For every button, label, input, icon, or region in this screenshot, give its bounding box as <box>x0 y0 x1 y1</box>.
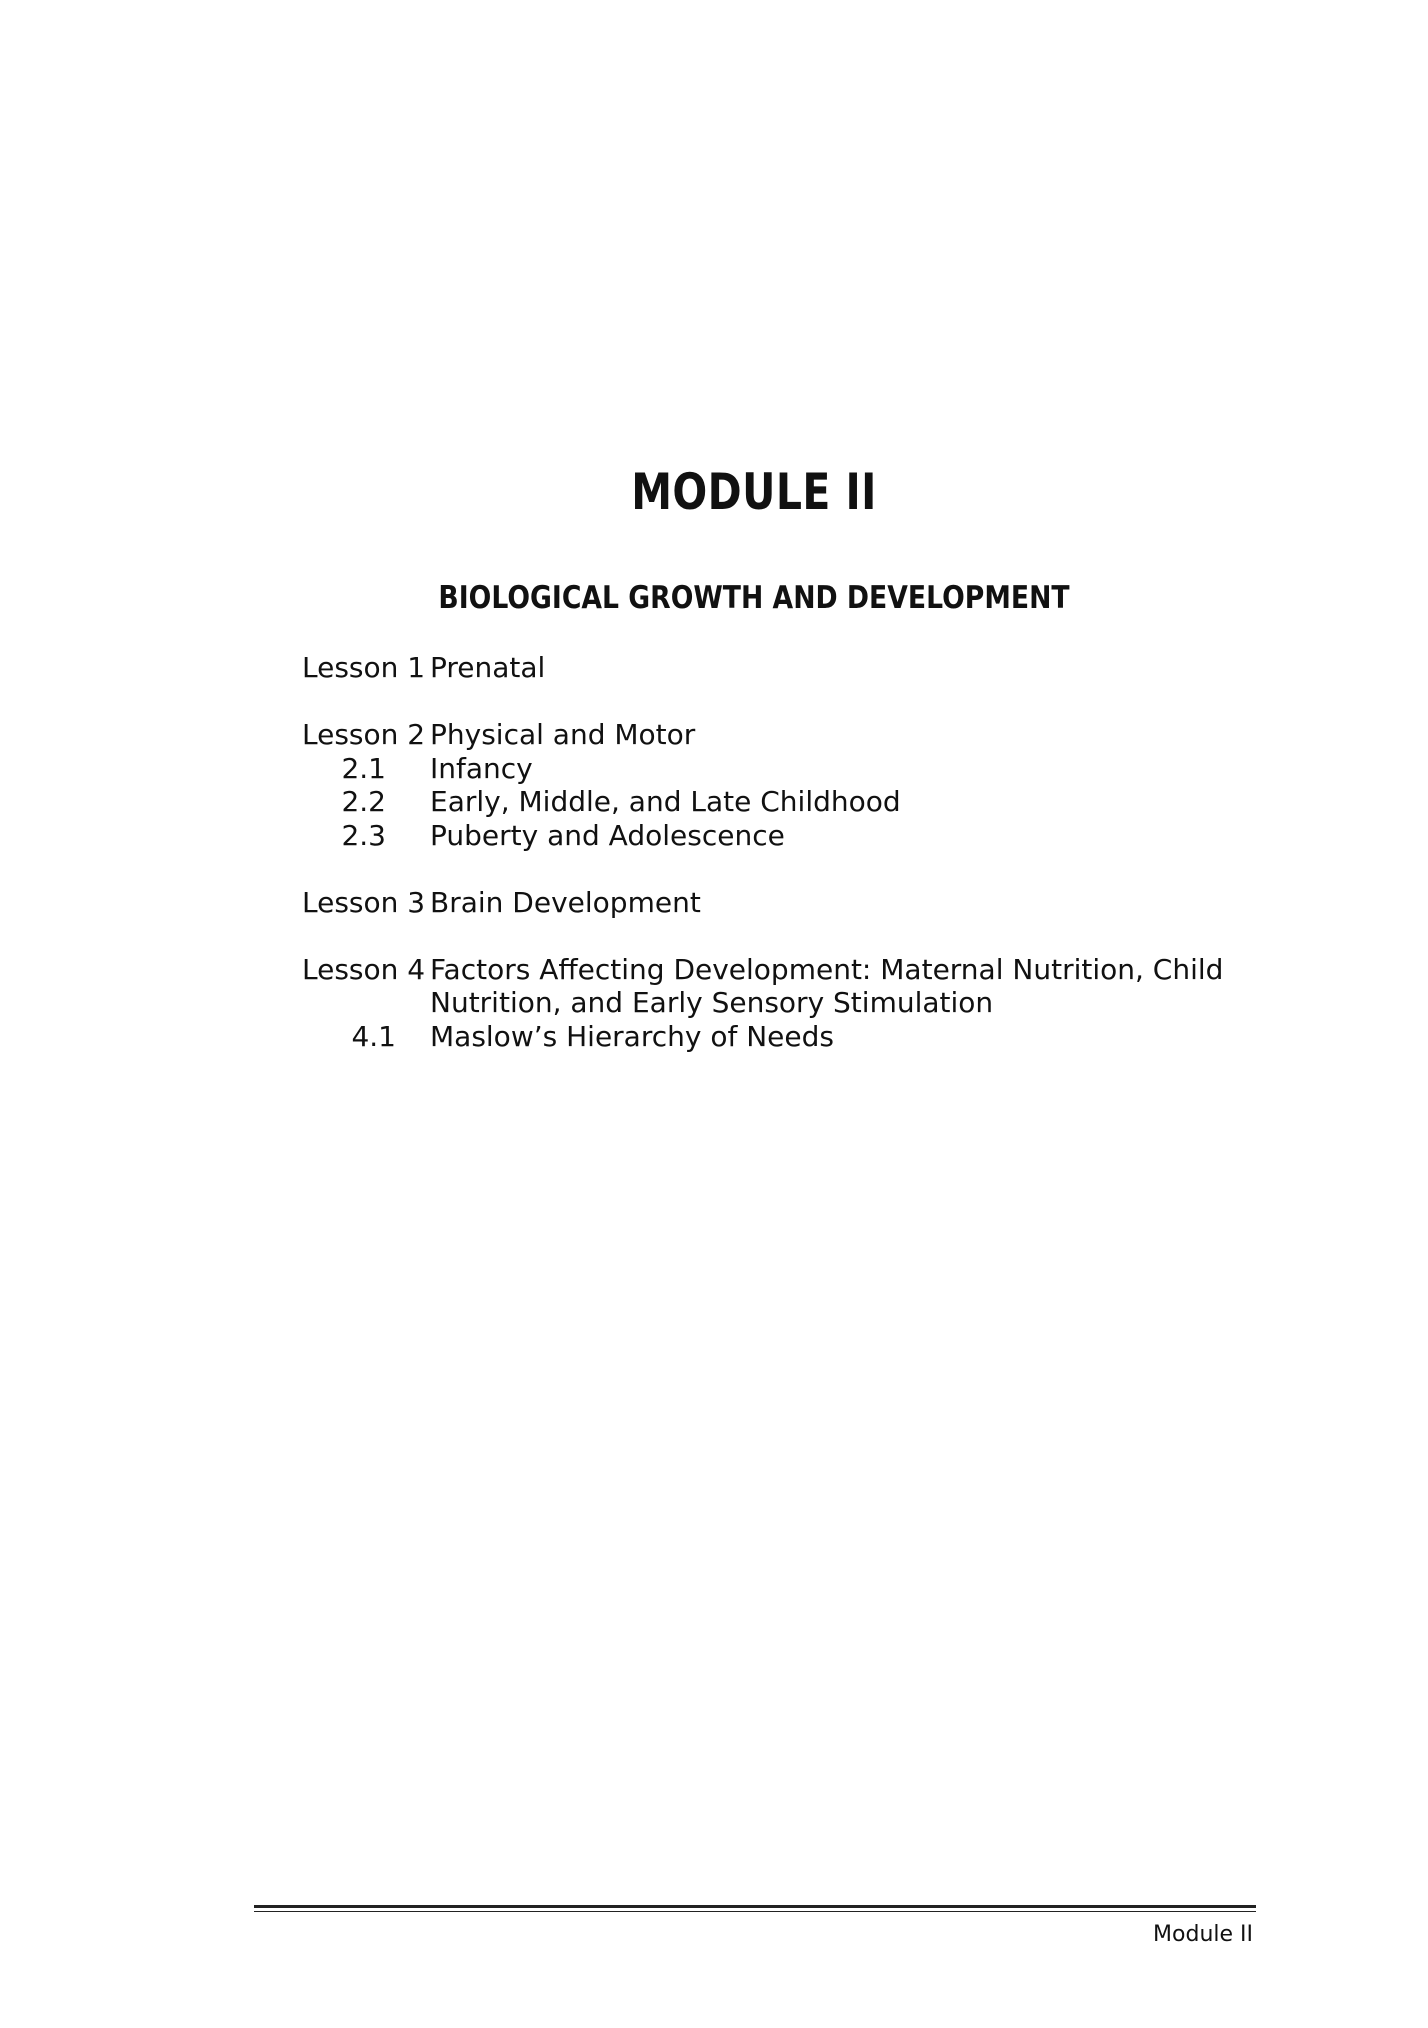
topic-2-2-number: 2.2 <box>341 785 386 818</box>
topic-2-1-row <box>302 752 1302 786</box>
topic-2-2-title: Early, Middle, and Late Childhood <box>430 785 901 818</box>
lesson-2-row <box>302 718 1302 752</box>
module-title: MODULE II <box>631 463 877 521</box>
lesson-2-title: Physical and Motor <box>430 718 696 751</box>
lesson-4-row <box>302 953 1302 987</box>
topic-4-1-title: Maslow’s Hierarchy of Needs <box>430 1019 834 1053</box>
lesson-1-row <box>302 651 1302 685</box>
topic-2-1-number: 2.1 <box>341 751 386 785</box>
lesson-4-title-line-1: Factors Affecting Development: Maternal Nutrition, Child <box>430 952 1224 986</box>
lesson-1-number: Lesson 1 <box>302 651 426 684</box>
lesson-3-title: Brain Development <box>430 885 701 919</box>
lesson-4-continuation-row <box>302 986 1302 1020</box>
topic-2-3-number: 2.3 <box>341 818 386 852</box>
lesson-4-title-line-2: Nutrition, and Early Sensory Stimulation <box>430 986 994 1019</box>
lesson-3-row <box>302 886 1302 920</box>
footer-label: Module II <box>1153 1922 1253 1947</box>
topic-2-3-title: Puberty and Adolescence <box>430 818 785 852</box>
topic-2-2-row <box>302 785 1302 819</box>
lesson-4-number: Lesson 4 <box>302 952 426 986</box>
lesson-3-number: Lesson 3 <box>302 885 426 919</box>
footer-rule <box>254 1905 1256 1912</box>
topic-4-1-number: 4.1 <box>351 1019 396 1053</box>
module-subtitle: BIOLOGICAL GROWTH AND DEVELOPMENT <box>438 580 1070 616</box>
lesson-2-number: Lesson 2 <box>302 718 426 751</box>
topic-4-1-row <box>302 1020 1302 1054</box>
lesson-list <box>302 651 1302 1053</box>
lesson-1-title: Prenatal <box>430 651 546 684</box>
topic-2-1-title: Infancy <box>430 751 533 785</box>
topic-2-3-row <box>302 819 1302 853</box>
